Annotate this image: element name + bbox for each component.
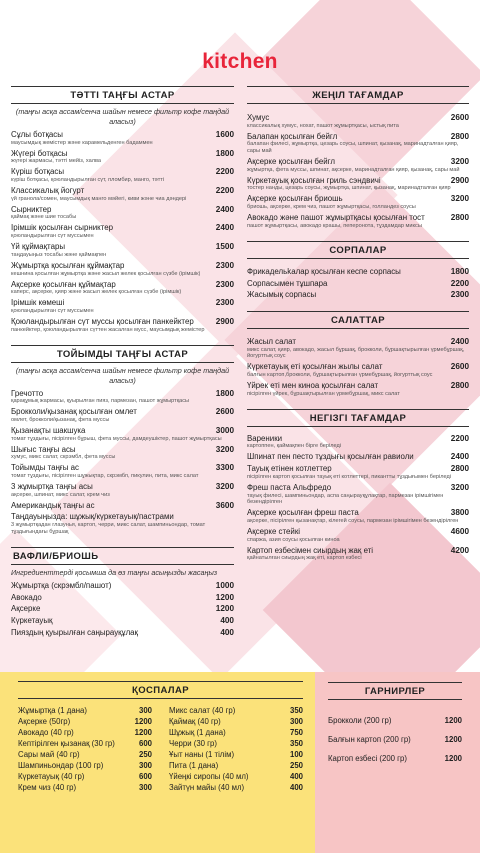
extra-item-name: Қаймақ (40 гр) xyxy=(169,717,221,726)
section-title-sides: ГАРНИРЛЕР xyxy=(328,682,462,700)
menu-list-salty xyxy=(11,389,234,536)
extra-item-price: 350 xyxy=(289,739,303,748)
menu-item-price: 2200 xyxy=(215,167,234,177)
menu-item-name: Фреш паста Альфредо xyxy=(247,482,332,492)
menu-item xyxy=(11,628,234,637)
menu-item-price: 4600 xyxy=(450,526,469,536)
menu-item-price: 1500 xyxy=(215,242,234,252)
menu-item-name: Қоюландырылған сүт муссы қосылған панкейктер xyxy=(11,316,194,326)
menu-item-price: 2800 xyxy=(450,131,469,141)
menu-item-name: Фрикадельkалар қосылған кеспе сорпасы xyxy=(247,266,401,276)
menu-item-row xyxy=(11,593,234,602)
menu-item-row xyxy=(11,130,234,139)
menu-item-description: ақсерке, пісірілген қызанақтар, кілегей соусы, пармезан ірімшігімен безендірілген xyxy=(247,517,459,524)
menu-item-name: Күркетауық xyxy=(11,616,53,626)
menu-item-row xyxy=(11,445,234,454)
menu-item-name: Күркетауық қосылған гриль сэндвичі xyxy=(247,175,381,185)
extra-item-name: Зайтүн майы (40 мл) xyxy=(169,783,245,792)
menu-item-name: Күріш ботқасы xyxy=(11,167,65,177)
extra-item xyxy=(169,771,303,782)
menu-item xyxy=(247,527,469,543)
extras-section xyxy=(18,681,303,793)
menu-item-description: күріш ботқасы, қоюландырылған сүт, пломбир, манго, тәтті xyxy=(11,177,165,184)
menu-item-name: Шығыс таңғы асы xyxy=(11,444,76,454)
left-column xyxy=(11,86,234,640)
menu-item-row xyxy=(247,546,469,555)
menu-item-name: Хумус xyxy=(247,113,270,122)
menu-item-description: картоппен, қаймақпен бірге беріледі xyxy=(247,443,342,450)
menu-item xyxy=(11,501,234,510)
extra-item xyxy=(18,749,152,760)
menu-item xyxy=(11,512,234,535)
menu-item-row xyxy=(11,186,234,195)
extra-item-price: 400 xyxy=(289,772,303,781)
side-item-price: 1200 xyxy=(444,716,462,725)
menu-item-row xyxy=(11,298,234,307)
extra-item-name: Пита (1 дана) xyxy=(169,761,219,770)
menu-item-description: ақсерке, шпинат, микс салат, крем чиз xyxy=(11,491,110,498)
menu-item-row xyxy=(11,261,234,270)
menu-item-name: Авокадо xyxy=(11,592,42,602)
menu-item xyxy=(247,267,469,276)
menu-item-name: Тауық етінен котлеттер xyxy=(247,464,332,474)
menu-item-price: 3800 xyxy=(450,508,469,518)
menu-item-name: Таңдауыңызда: шұжық/күркетауық/пастрами xyxy=(11,512,174,522)
side-item-name: Картоп езбесі (200 гр) xyxy=(328,754,407,763)
menu-item-price: 1200 xyxy=(215,592,234,602)
menu-item-price: 2300 xyxy=(215,279,234,289)
menu-item-description: қоюландырылған сүт муссымен xyxy=(11,233,94,240)
menu-item-name: Ақсерке қосылған бриошь xyxy=(247,194,343,204)
menu-item-price: 2300 xyxy=(215,298,234,308)
extra-item-name: Крем чиз (40 гр) xyxy=(18,783,77,792)
menu-item-price: 2400 xyxy=(215,204,234,214)
menu-item-description: жұмыртқа, фета муссы, шпинат, ақсерке, маринадталған қияр, қызанақ, сары май xyxy=(247,166,460,173)
extra-item xyxy=(169,705,303,716)
menu-item-description: пашот жұмыртқасы, авокадо крашы, пеперонота, тұздамдар миксы xyxy=(247,222,422,229)
menu-item-row xyxy=(11,482,234,491)
menu-item-row xyxy=(11,426,234,435)
menu-item-row xyxy=(11,167,234,176)
menu-list-sweet xyxy=(11,130,234,333)
menu-item-price: 3600 xyxy=(215,500,234,510)
menu-item-name: Ақсерке стейкі xyxy=(247,526,301,536)
menu-item xyxy=(247,113,469,129)
menu-item-name: Классикалық йогурт xyxy=(11,186,85,196)
extra-item xyxy=(18,716,152,727)
menu-item-name: Ірімшік көмеші xyxy=(11,298,65,308)
menu-item-description: микс салат, қияр, авокадо, жасыл бұршақ, брокколи, бұршақтырылған үрмебұршақ, йогурттық соус xyxy=(247,346,465,360)
section-title-salads: САЛАТТАР xyxy=(247,311,469,329)
menu-item-price: 2900 xyxy=(450,175,469,185)
menu-item-description: бриошь, ақсерке, крем чиз, пашот жұмыртқасы, голландез соусы xyxy=(247,204,416,211)
menu-item-description: томат тұздығы, пісірілген бұрыш, фета муссы, дамдеушіктер, пашот жұмыртқасы xyxy=(11,435,222,442)
extra-item xyxy=(169,727,303,738)
menu-list-waffles xyxy=(11,581,234,638)
menu-item xyxy=(11,445,234,461)
extra-item xyxy=(169,760,303,771)
section-note: Ингредиенттерді қосымша да өз таңғы асыңызды жасаңыз xyxy=(11,567,218,577)
menu-list-main xyxy=(247,434,469,562)
extra-item-name: Кептірілген қызанақ (30 гр) xyxy=(18,739,115,748)
menu-item xyxy=(11,242,234,258)
menu-item-name: Тойымды таңғы ас xyxy=(11,463,79,473)
menu-item-row xyxy=(247,381,469,390)
menu-item-name: Жасыл салат xyxy=(247,337,296,347)
menu-item xyxy=(247,194,469,210)
menu-item xyxy=(247,483,469,506)
menu-list-salads xyxy=(247,337,469,397)
menu-item-name: Американдық таңғы ас xyxy=(11,500,95,510)
menu-item xyxy=(11,482,234,498)
menu-item xyxy=(247,337,469,360)
menu-item-price: 2600 xyxy=(215,407,234,417)
extras-list-left xyxy=(18,705,152,793)
extra-item-price: 1200 xyxy=(134,728,152,737)
menu-item-name: Күркетауық еті қосылған жылы салат xyxy=(247,362,383,372)
menu-item xyxy=(247,464,469,480)
extra-item-name: Күркетауық (40 гр) xyxy=(18,772,85,781)
menu-item-name: Жұмыртқа қосылған құймақтар xyxy=(11,260,125,270)
menu-item-description: маусымдық жемістер және карамельденген бадаммен xyxy=(11,139,153,146)
menu-item-name: Балапан қосылған бейгл xyxy=(247,131,338,141)
menu-item-row xyxy=(247,362,469,371)
extra-item xyxy=(169,749,303,760)
menu-item-row xyxy=(247,213,469,222)
section-title-salty: ТОЙЫМДЫ ТАҢҒЫ АСТАР xyxy=(11,345,234,363)
menu-item-description: балапан филесі, жұмыртқа, цезарь соусы, шпинат, қызанақ, маринадталған қияр, сары май xyxy=(247,141,459,154)
menu-item-row xyxy=(11,389,234,398)
menu-item-description: тауық филесі, шампиньондар, аспа саңырауқұлақтар, пармезан ірімшігімен безендірілген xyxy=(247,492,444,506)
menu-item xyxy=(247,546,469,562)
menu-item-price: 1800 xyxy=(215,148,234,158)
side-item-name: Брокколи (200 гр) xyxy=(328,716,392,725)
side-item-name: Балғын картоп (200 гр) xyxy=(328,735,411,744)
menu-item-row xyxy=(11,223,234,232)
brand-logo: kitchen xyxy=(202,50,278,73)
menu-item-price: 2400 xyxy=(450,337,469,347)
menu-item-description: каперс, ақсерке, қияр және жасыл желек қосылған сүзбе (ірімшік) xyxy=(11,289,182,296)
extra-item-price: 300 xyxy=(289,717,303,726)
menu-item-name: Сұлы ботқасы xyxy=(11,130,63,139)
menu-item-price: 400 xyxy=(220,616,234,626)
menu-item-row xyxy=(247,508,469,517)
menu-item-name: Сырниктер xyxy=(11,204,52,214)
extra-item xyxy=(18,705,152,716)
side-item xyxy=(328,754,462,764)
menu-item-price: 1200 xyxy=(215,604,234,614)
extra-item xyxy=(18,771,152,782)
menu-item xyxy=(247,452,469,461)
menu-item-price: 3200 xyxy=(450,194,469,204)
menu-item-price: 2200 xyxy=(450,278,469,288)
menu-item-row xyxy=(11,407,234,416)
menu-item-description: тостер нанды, цезарь соусы, жұмыртқа, шпинат, қызанақ, маринадталған қияр xyxy=(247,185,451,192)
menu-item xyxy=(11,407,234,423)
extra-item-price: 600 xyxy=(138,772,152,781)
menu-item-price: 2400 xyxy=(215,223,234,233)
menu-item-name: Жасымық сорпасы xyxy=(247,290,317,300)
section-title-extras: ҚОСПАЛАР xyxy=(18,681,303,699)
menu-item-row xyxy=(247,452,469,461)
extra-item-name: Ақсерке (50гр) xyxy=(18,717,71,726)
menu-item xyxy=(11,205,234,221)
menu-item-row xyxy=(247,267,469,276)
extra-item-price: 350 xyxy=(289,706,303,715)
menu-item-description: жүгері жармасы, тәтті мейіз, халва xyxy=(11,158,102,165)
menu-item-price: 1800 xyxy=(450,266,469,276)
sides-list xyxy=(328,716,462,764)
extra-item-price: 600 xyxy=(138,739,152,748)
menu-item xyxy=(11,426,234,442)
section-title-soups: СОРПАЛАР xyxy=(247,241,469,259)
menu-item-price: 2600 xyxy=(450,113,469,122)
extra-item xyxy=(169,782,303,793)
menu-item-row xyxy=(247,157,469,166)
extra-item-name: Үйеңкі сиропы (40 мл) xyxy=(169,772,249,781)
extra-item-price: 250 xyxy=(138,750,152,759)
extra-item xyxy=(18,727,152,738)
menu-item xyxy=(11,317,234,333)
menu-item-name: Пияздың қуырылған саңырауқұлақ xyxy=(11,627,139,637)
menu-item-row xyxy=(247,337,469,346)
menu-item-row xyxy=(11,317,234,326)
menu-item xyxy=(247,362,469,378)
menu-item-row xyxy=(11,604,234,613)
menu-item-price: 2300 xyxy=(215,260,234,270)
menu-list-light xyxy=(247,113,469,229)
menu-item-name: Вареники xyxy=(247,433,283,443)
menu-item-row xyxy=(247,176,469,185)
menu-item-price: 1600 xyxy=(215,130,234,139)
menu-item-row xyxy=(247,483,469,492)
bottom-band xyxy=(0,672,480,853)
extra-item xyxy=(169,716,303,727)
menu-item-price: 3000 xyxy=(215,425,234,435)
menu-item-price: 2300 xyxy=(450,290,469,300)
extra-item-name: Шампиньондар (100 гр) xyxy=(18,761,104,770)
menu-item xyxy=(11,604,234,613)
menu-item-price: 3200 xyxy=(215,444,234,454)
menu-item-row xyxy=(11,242,234,251)
menu-item-name: Брокколи/қызанақ қосылған омлет xyxy=(11,407,137,417)
menu-item-name: Гречотто xyxy=(11,388,44,398)
extra-item-name: Черри (30 гр) xyxy=(169,739,217,748)
menu-item-price: 2200 xyxy=(450,433,469,443)
menu-item-name: Шпинат пен песто тұздығы қосылған равиоли xyxy=(247,452,414,462)
menu-item-row xyxy=(247,290,469,299)
menu-item xyxy=(247,279,469,288)
menu-item-name: Ақсерке қосылған фреш паста xyxy=(247,508,359,518)
menu-item-row xyxy=(247,194,469,203)
menu-item xyxy=(11,186,234,202)
menu-item xyxy=(11,616,234,625)
menu-item-row xyxy=(247,434,469,443)
menu-item-description: томат тұздығы, пісірілген шұжықтар, скрэмбл, пикулин, пита, микс салат xyxy=(11,473,199,480)
menu-item-name: Жұмыртқа (скрэмбл/пашот) xyxy=(11,580,112,590)
side-item-price: 1200 xyxy=(444,735,462,744)
sides-section xyxy=(328,682,462,773)
extra-item-name: Шұжық (1 дана) xyxy=(169,728,226,737)
menu-item-name: Ақсерке қосылған құймақтар xyxy=(11,279,116,289)
menu-item-description: пісірілген үйрек, бұршақтырылған үрмебұршақ, микс салат xyxy=(247,390,400,397)
menu-item-description: спаржа, азия соусы қосылған киноа xyxy=(247,536,340,543)
menu-item-description: пісірілген картоп қосылған тауық еті котлеттері, пикантты тұздығымен беріледі xyxy=(247,473,452,480)
menu-item xyxy=(247,132,469,155)
menu-item-price: 1800 xyxy=(215,388,234,398)
extra-item xyxy=(169,738,303,749)
menu-item-name: Үйрек еті мен киноа қосылған салат xyxy=(247,381,379,391)
menu-item-row xyxy=(11,628,234,637)
menu-item-row xyxy=(11,149,234,158)
menu-item-name: Авокадо және пашот жұмыртқасы қосылған тост xyxy=(247,213,425,223)
menu-item xyxy=(247,508,469,524)
menu-item-price: 3200 xyxy=(215,482,234,491)
menu-item xyxy=(247,157,469,173)
menu-item xyxy=(11,389,234,405)
menu-item-description: қаймақ және шие тосабы xyxy=(11,214,77,221)
menu-item xyxy=(247,381,469,397)
menu-item-name: Ақсерке қосылған бейгл xyxy=(247,156,335,166)
menu-item xyxy=(11,149,234,165)
extra-item-price: 300 xyxy=(138,783,152,792)
menu-item xyxy=(11,593,234,602)
menu-item-name: 3 жұмыртқа таңғы асы xyxy=(11,482,93,491)
menu-item xyxy=(11,223,234,239)
menu-item-price: 2200 xyxy=(215,186,234,196)
menu-item-name: Ірімшік қосылған сырниктер xyxy=(11,223,113,233)
extra-item xyxy=(18,760,152,771)
menu-item-price: 2800 xyxy=(450,213,469,223)
menu-item xyxy=(247,290,469,299)
menu-item-price: 3200 xyxy=(450,482,469,492)
right-column xyxy=(247,86,469,564)
menu-item-row xyxy=(247,113,469,122)
extras-list-right xyxy=(169,705,303,793)
menu-item-description: хумус, микс салат, скрэмбл, фета муссы xyxy=(11,454,116,461)
menu-item-price: 2900 xyxy=(215,316,234,326)
extra-item-name: Ұыт наны (1 тілім) xyxy=(169,750,235,759)
menu-item-name: Үй құймақтары xyxy=(11,242,66,252)
menu-item-row xyxy=(11,512,234,521)
menu-item-price: 2800 xyxy=(450,464,469,474)
extra-item-name: Микс салат (40 гр) xyxy=(169,706,236,715)
menu-item-description: балғын картоп,брокколи, бұршақтырылған үрмебұршақ, йогурттық соус xyxy=(247,372,433,379)
section-title-waffles: ВАФЛИ/БРИОШЬ xyxy=(11,547,234,565)
extra-item-name: Сары май (40 гр) xyxy=(18,750,80,759)
menu-item xyxy=(247,434,469,450)
menu-item-name: Жүгері ботқасы xyxy=(11,148,68,158)
side-item-price: 1200 xyxy=(444,754,462,763)
extra-item-name: Жұмыртқа (1 дана) xyxy=(18,706,87,715)
menu-item xyxy=(11,280,234,296)
menu-item-row xyxy=(11,205,234,214)
menu-item-description: таңдауыңыз тосабы және қаймақпен xyxy=(11,251,107,258)
menu-item-description: классикалық хумус, нохат, пашот жұмыртқасы, ыстық пита xyxy=(247,122,399,129)
menu-item-row xyxy=(247,464,469,473)
extra-item-price: 400 xyxy=(289,783,303,792)
side-item xyxy=(328,716,462,726)
menu-item-row xyxy=(247,279,469,288)
extra-item xyxy=(18,738,152,749)
menu-item-price: 2400 xyxy=(450,452,469,462)
menu-item-row xyxy=(11,616,234,625)
menu-item-description: 3 жұмыртқадан глазунья, картоп, черри, микс салат, шампиньондар, томат тұздығындағы бұршақ xyxy=(11,522,206,535)
menu-list-soups xyxy=(247,267,469,300)
menu-item-row xyxy=(247,527,469,536)
extra-item-price: 1200 xyxy=(134,717,152,726)
extra-item xyxy=(18,782,152,793)
section-title-sweet: ТӘТТІ ТАҢҒЫ АСТАР xyxy=(11,86,234,104)
section-note: (таңғы асқа ассам/сенча шайын немесе фильтр кофе таңдай аласыз) xyxy=(15,107,230,126)
section-title-main: НЕГІЗГІ ТАҒАМДАР xyxy=(247,409,469,427)
menu-item xyxy=(247,213,469,229)
menu-item xyxy=(11,167,234,183)
extra-item-price: 100 xyxy=(289,750,303,759)
menu-item-row xyxy=(11,463,234,472)
menu-item-price: 3300 xyxy=(215,463,234,473)
menu-item xyxy=(247,176,469,192)
extra-item-price: 300 xyxy=(138,706,152,715)
extra-item-name: Авокадо (40 гр) xyxy=(18,728,74,737)
menu-item-name: Картоп езбесімен сиырдың жақ еті xyxy=(247,545,374,555)
menu-item-description: үй гранола/сомен, маусымдық манго мәйегі, киви және чиа дәндері xyxy=(11,195,187,202)
menu-item-row xyxy=(11,581,234,590)
menu-item-price: 1000 xyxy=(215,580,234,590)
side-item xyxy=(328,735,462,745)
extra-item-price: 750 xyxy=(289,728,303,737)
menu-item-row xyxy=(247,132,469,141)
menu-item-row xyxy=(11,501,234,510)
menu-item-description: панкейктер, қоюландырылған сүттен жасалған мусс, маусымдық жемістер xyxy=(11,326,205,333)
menu-item-description: қарақұмық жармасы, қуырылған пияз, пармезан, пашот жұмыртқасы xyxy=(11,398,190,405)
menu-item-description: қоюландырылған сүт муссымен xyxy=(11,307,94,314)
section-title-light: ЖЕҢІЛ ТАҒАМДАР xyxy=(247,86,469,104)
menu-item-price: 400 xyxy=(220,627,234,637)
menu-item-row xyxy=(11,280,234,289)
menu-item-description: қайнатылған сиырдың жақ еті, картоп езбесі xyxy=(247,555,362,562)
menu-item-name: Сорпасымен тұшпара xyxy=(247,278,328,288)
menu-item xyxy=(11,581,234,590)
menu-item-description: кешнина қосылған жұмыртқа және жасыл желек қосылған сүзбе (ірімшік) xyxy=(11,270,201,277)
menu-item xyxy=(11,463,234,479)
menu-item-name: Ақсерке xyxy=(11,604,41,614)
menu-item-description: омлет, брокколи/қызанақ, фета муссы xyxy=(11,416,110,423)
menu-item xyxy=(11,298,234,314)
menu-item-price: 2600 xyxy=(450,362,469,372)
menu-item xyxy=(11,130,234,146)
menu-item-price: 3200 xyxy=(450,156,469,166)
menu-item-price: 2800 xyxy=(450,381,469,391)
menu-item-name: Қызанақты шакшука xyxy=(11,425,86,435)
extra-item-price: 250 xyxy=(289,761,303,770)
extra-item-price: 300 xyxy=(138,761,152,770)
menu-item xyxy=(11,261,234,277)
menu-item-price: 4200 xyxy=(450,545,469,555)
section-note: (таңғы асқа ассам/сенча шайын немесе фильтр кофе таңдай аласыз) xyxy=(15,365,230,385)
